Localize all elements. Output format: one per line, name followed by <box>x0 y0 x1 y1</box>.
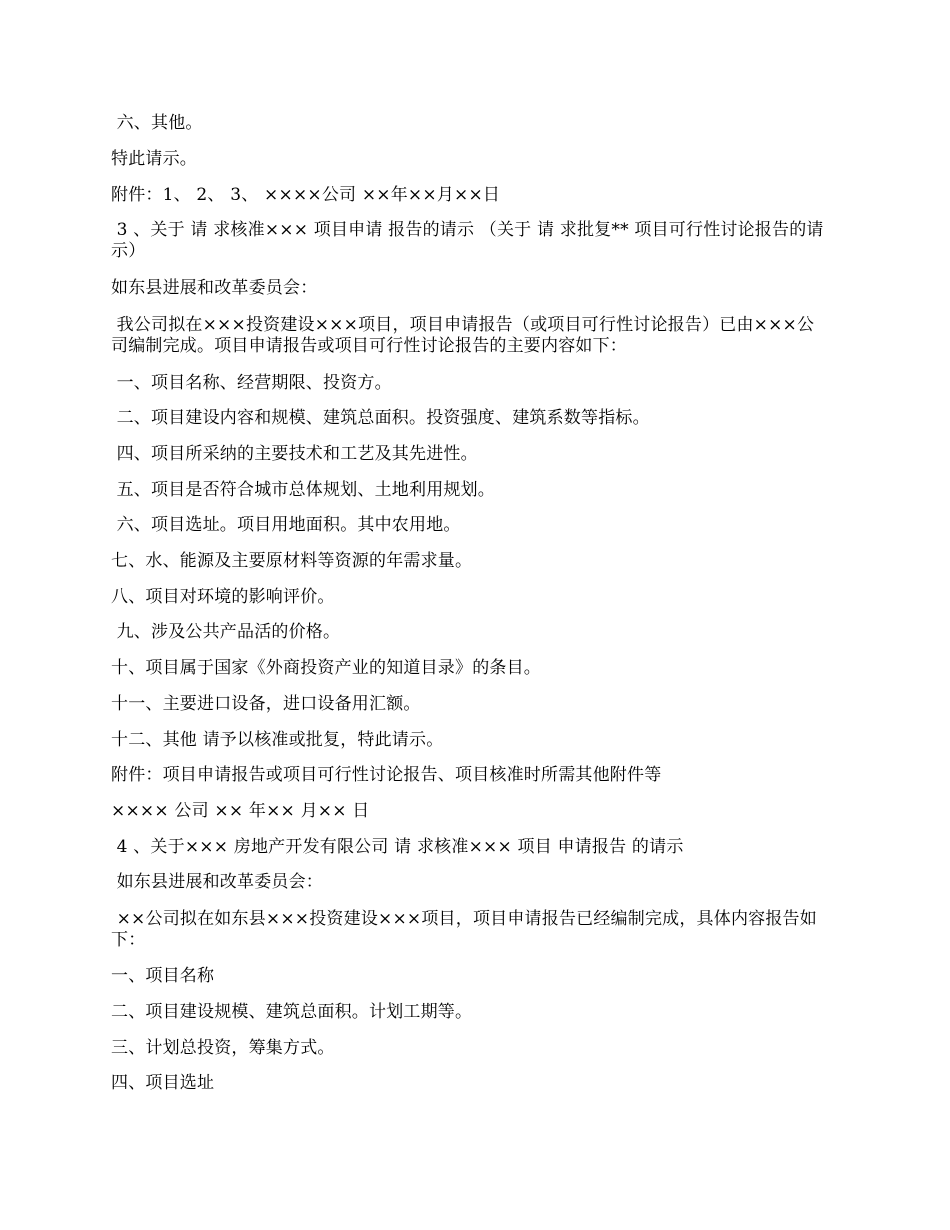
paragraph: 附件：1、 2、 3、 ××××公司 ××年××月××日 <box>111 185 501 205</box>
paragraph: 我公司拟在×××投资建设×××项目，项目申请报告（或项目可行性讨论报告）已由×××公司编制完成。项目申请报告或项目可行性讨论报告的主要内容如下： <box>111 315 815 356</box>
paragraph: 六、其他。 <box>111 113 203 133</box>
paragraph: ××公司拟在如东县×××投资建设×××项目，项目申请报告已经编制完成，具体内容报告如下： <box>111 909 817 950</box>
list-item: 七、水、能源及主要原材料等资源的年需求量。 <box>111 551 473 571</box>
list-item: 六、项目选址。项目用地面积。其中农用地。 <box>111 515 461 535</box>
list-item: 四、项目所采纳的主要技术和工艺及其先进性。 <box>111 444 478 464</box>
list-item: 一、项目名称、经营期限、投资方。 <box>111 373 392 393</box>
paragraph: 特此请示。 <box>111 149 197 169</box>
paragraph: 附件：项目申请报告或项目可行性讨论报告、项目核准时所需其他附件等 <box>111 765 662 785</box>
list-item: 二、项目建设内容和规模、建筑总面积。投资强度、建筑系数等指标。 <box>111 408 650 428</box>
list-item: 五、项目是否符合城市总体规划、土地利用规划。 <box>111 480 496 500</box>
list-item: 九、涉及公共产品活的价格。 <box>111 622 341 642</box>
section-heading: 4 、关于××× 房地产开发有限公司 请 求核准××× 项目 申请报告 的请示 <box>111 837 684 857</box>
salutation: 如东县进展和改革委员会： <box>111 872 324 892</box>
signature-line: ×××× 公司 ×× 年×× 月×× 日 <box>111 801 370 821</box>
list-item: 十二、其他 请予以核准或批复，特此请示。 <box>111 730 444 750</box>
list-item: 四、项目选址 <box>111 1073 215 1093</box>
list-item: 三、计划总投资，筹集方式。 <box>111 1038 335 1058</box>
list-item: 一、项目名称 <box>111 966 215 986</box>
salutation: 如东县进展和改革委员会： <box>111 278 318 298</box>
section-heading: 3 、关于 请 求核准××× 项目申请 报告的请示 （关于 请 求批复** 项目可行性讨论报告的请示） <box>111 220 824 261</box>
list-item: 八、项目对环境的影响评价。 <box>111 587 335 607</box>
list-item: 十一、主要进口设备，进口设备用汇额。 <box>111 694 421 714</box>
list-item: 十、项目属于国家《外商投资产业的知道目录》的条目。 <box>111 658 541 678</box>
list-item: 二、项目建设规模、建筑总面积。计划工期等。 <box>111 1002 473 1022</box>
